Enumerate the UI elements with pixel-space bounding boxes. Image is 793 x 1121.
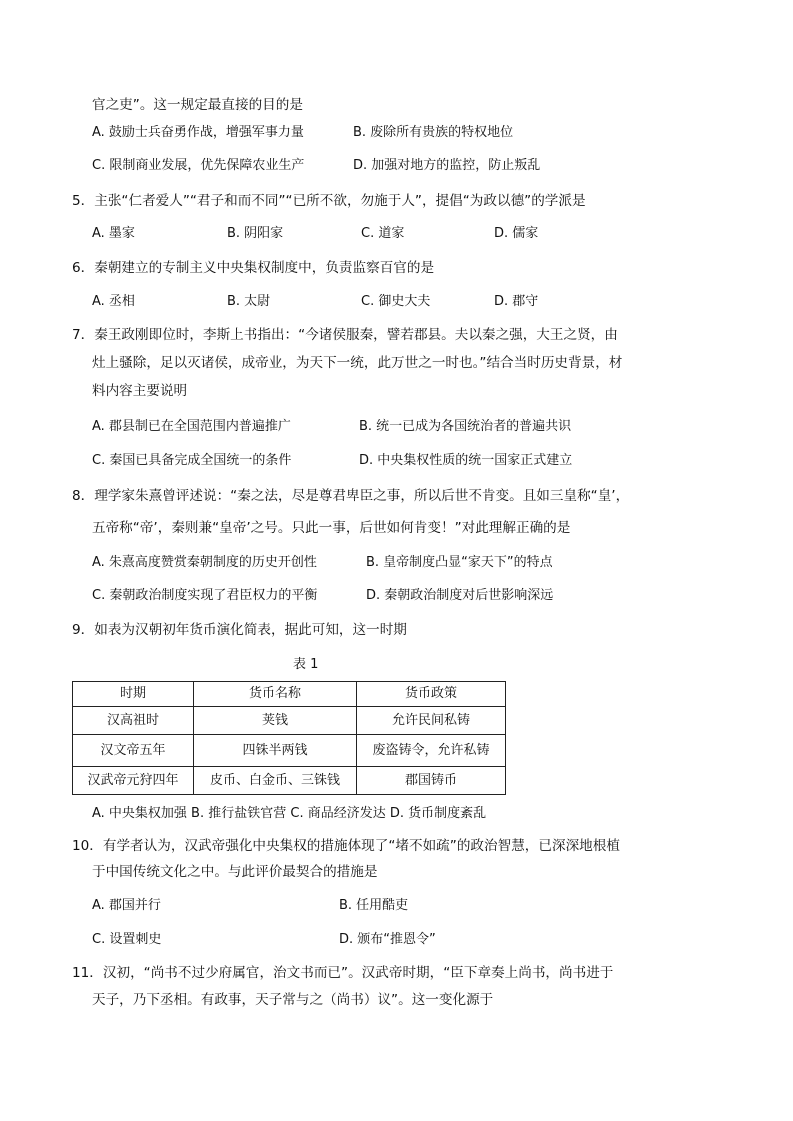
q7-stem-line-1: 7．秦王政刚即位时，李斯上书指出：“今诸侯服秦，譬若郡县。夫以秦之强，大王之贤，由: [72, 327, 618, 343]
table-header-row: [73, 682, 506, 707]
q4-option-c[interactable]: C. 限制商业发展，优先保障农业生产: [92, 158, 305, 173]
q4-option-d[interactable]: D. 加强对地方的监控，防止叛乱: [353, 158, 541, 173]
q7-option-b[interactable]: B. 统一已成为各国统治者的普遍共识: [359, 419, 572, 434]
q4-stem-tail: 官之吏”。这一规定最直接的目的是: [92, 97, 303, 113]
table-cell: 废盗铸令，允许私铸: [357, 735, 506, 767]
table-cell: 皮币、白金币、三铢钱: [194, 767, 357, 795]
table-row: [73, 707, 506, 735]
table-cell: 汉文帝五年: [73, 735, 194, 767]
q10-stem-line-1: 10．有学者认为，汉武帝强化中央集权的措施体现了“堵不如疏”的政治智慧，已深深地根植: [72, 838, 620, 854]
table-cell: 允许民间私铸: [357, 707, 506, 735]
q10-option-a[interactable]: A. 郡国并行: [92, 898, 161, 913]
q8-stem-line-2: 五帝称“帝’，秦则兼“皇帝’之号。只此一事，后世如何肯变！”对此理解正确的是: [92, 520, 571, 536]
table-cell: 郡国铸币: [357, 767, 506, 795]
q6-option-b[interactable]: B. 太尉: [227, 294, 271, 309]
q8-option-b[interactable]: B. 皇帝制度凸显“家天下”的特点: [366, 555, 553, 570]
q7-stem-line-2: 灶上骚除，足以灭诸侯，成帝业，为天下一统，此万世之一时也。”结合当时历史背景，材: [92, 355, 623, 371]
table-header-cell: 时期: [73, 682, 194, 707]
q10-option-b[interactable]: B. 任用酷吏: [339, 898, 409, 913]
table-row: [73, 735, 506, 767]
q7-option-c[interactable]: C. 秦国已具备完成全国统一的条件: [92, 453, 292, 468]
q7-option-d[interactable]: D. 中央集权性质的统一国家正式建立: [359, 453, 573, 468]
q9-options-line[interactable]: A. 中央集权加强 B. 推行盐铁官营 C. 商品经济发达 D. 货币制度紊乱: [92, 806, 487, 821]
q11-stem-line-1: 11．汉初，“尚书不过少府属官，治文书而已”。汉武帝时期，“臣下章奏上尚书，尚书进于: [72, 965, 614, 981]
q5-option-a[interactable]: A. 墨家: [92, 226, 135, 241]
table-cell: 荚钱: [194, 707, 357, 735]
q8-option-d[interactable]: D. 秦朝政治制度对后世影响深远: [366, 588, 554, 603]
q9-stem: 9．如表为汉朝初年货币演化简表，据此可知，这一时期: [72, 622, 407, 638]
q7-option-a[interactable]: A. 郡县制已在全国范围内普遍推广: [92, 419, 291, 434]
table-header-cell: 货币名称: [194, 682, 357, 707]
table-cell: 汉武帝元狩四年: [73, 767, 194, 795]
q10-option-c[interactable]: C. 设置刺史: [92, 932, 162, 947]
q6-option-c[interactable]: C. 御史大夫: [361, 294, 431, 309]
q7-stem-line-3: 料内容主要说明: [92, 383, 188, 399]
q6-option-a[interactable]: A. 丞相: [92, 294, 135, 309]
q8-option-c[interactable]: C. 秦朝政治制度实现了君臣权力的平衡: [92, 588, 318, 603]
q10-stem-line-2: 于中国传统文化之中。与此评价最契合的措施是: [92, 864, 378, 880]
table-cell: 四铢半两钱: [194, 735, 357, 767]
table-header-cell: 货币政策: [357, 682, 506, 707]
q5-option-c[interactable]: C. 道家: [361, 226, 405, 241]
q9-table-title: 表 1: [293, 657, 319, 672]
q11-stem-line-2: 天子，乃下丞相。有政事，天子常与之（尚书）议”。这一变化源于: [92, 992, 494, 1008]
q8-option-a[interactable]: A. 朱熹高度赞赏秦朝制度的历史开创性: [92, 555, 317, 570]
table-row: [73, 767, 506, 795]
q6-stem: 6．秦朝建立的专制主义中央集权制度中，负责监察百官的是: [72, 260, 435, 276]
q4-option-b[interactable]: B. 废除所有贵族的特权地位: [353, 125, 514, 140]
q5-stem: 5．主张“仁者爱人”“君子和而不同”“已所不欲，勿施于人”，提倡“为政以德”的学派是: [72, 193, 586, 209]
q4-option-a[interactable]: A. 鼓励士兵奋勇作战，增强军事力量: [92, 125, 304, 140]
q6-option-d[interactable]: D. 郡守: [494, 294, 539, 309]
q10-option-d[interactable]: D. 颁布“推恩令”: [339, 932, 436, 947]
currency-table: [72, 681, 506, 795]
table-cell: 汉高祖时: [73, 707, 194, 735]
q5-option-d[interactable]: D. 儒家: [494, 226, 539, 241]
q5-option-b[interactable]: B. 阴阳家: [227, 226, 284, 241]
q8-stem-line-1: 8．理学家朱熹曾评述说：“秦之法，尽是尊君卑臣之事，所以后世不肯变。且如三皇称“皇’，: [72, 488, 630, 504]
